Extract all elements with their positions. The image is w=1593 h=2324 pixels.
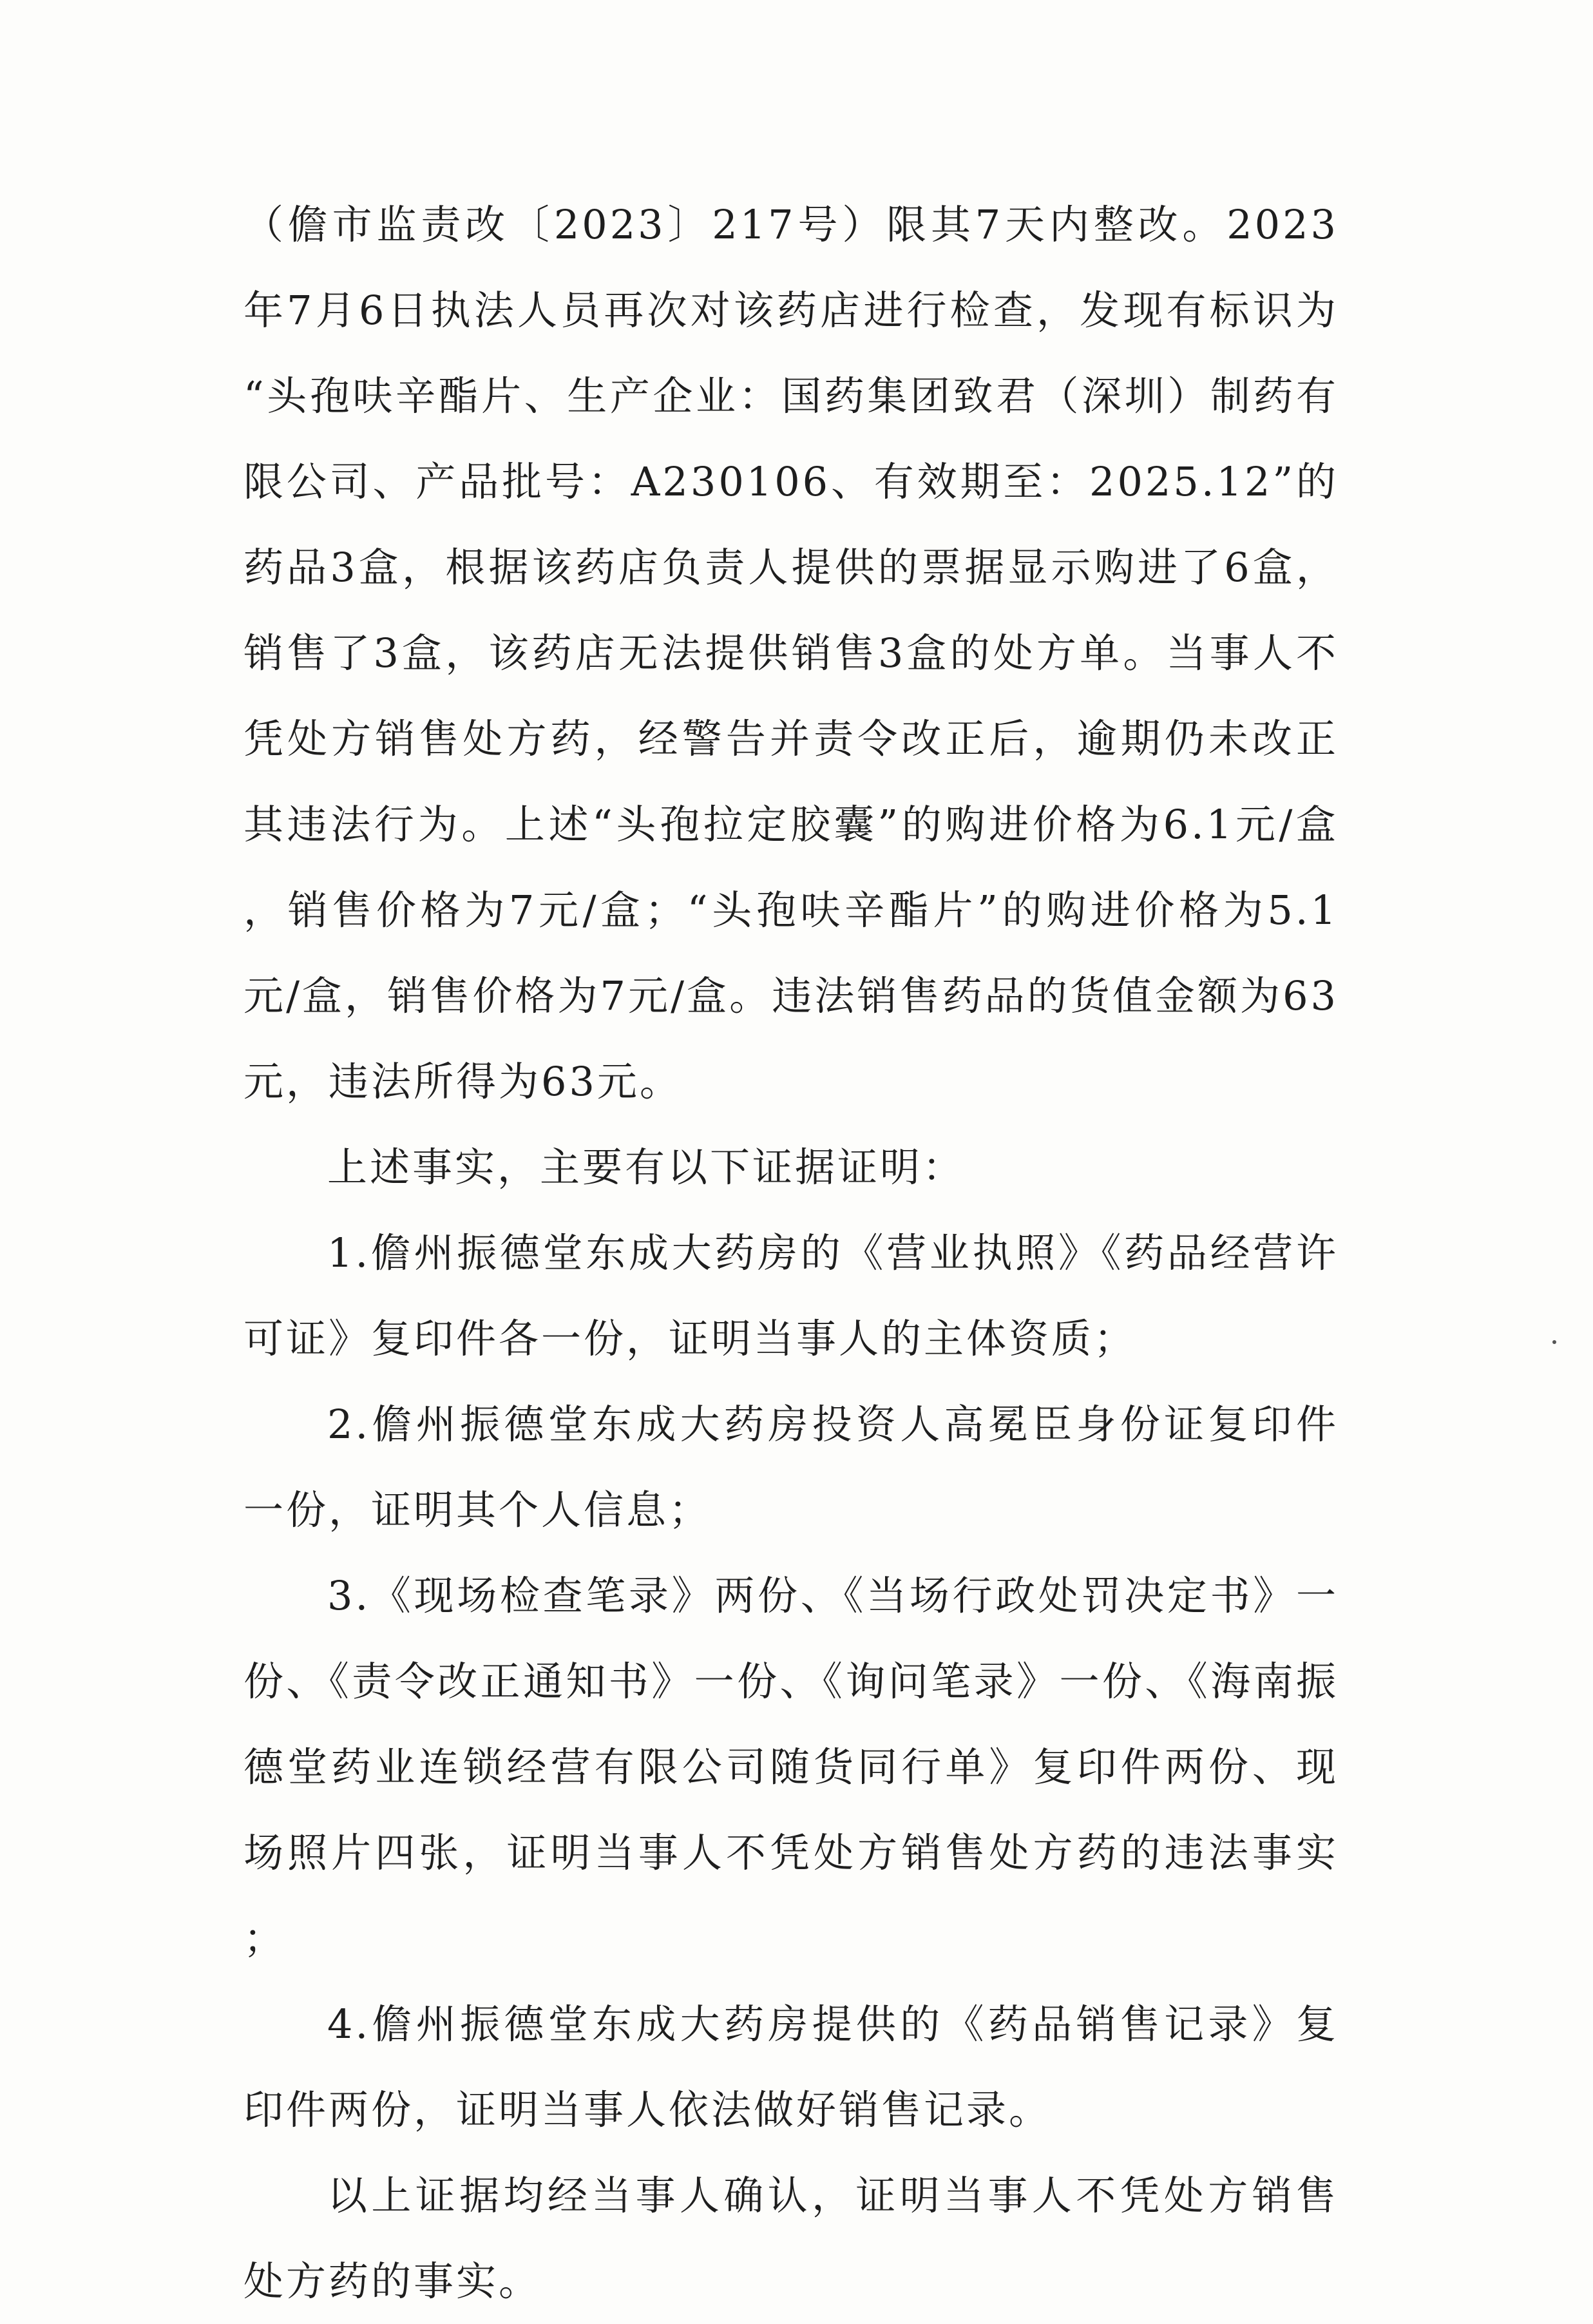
paragraph-evidence-4: 4.儋州振德堂东成大药房提供的《药品销售记录》复印件两份，证明当事人依法做好销售记录。 [243, 2001, 1339, 2133]
paragraph-evidence-3: 3.《现场检查笔录》两份、《当场行政处罚决定书》一份、《责令改正通知书》一份、《询问笔录》一份、《海南振德堂药业连锁经营有限公司随货同行单》复印件两份、现场照片四张，证明当事人不凭处方销售处方药的违法事实； [243, 1572, 1339, 1962]
paragraph-evidence-intro: 上述事实，主要有以下证据证明： [327, 1144, 966, 1191]
scan-speck [1552, 1340, 1556, 1344]
paragraph-evidence-1: 1.儋州振德堂东成大药房的《营业执照》《药品经营许可证》复印件各一份，证明当事人的主体资质； [243, 1229, 1339, 1362]
body-text [243, 182, 1339, 2324]
paragraph-conclusion: 以上证据均经当事人确认，证明当事人不凭处方销售处方药的事实。 [243, 2172, 1339, 2305]
paragraph-case-facts: （儋市监责改〔2023〕217号）限其7天内整改。2023年7月6日执法人员再次对该药店进行检查，发现有标识为“头孢呋辛酯片、生产企业：国药集团致君（深圳）制药有限公司、产品批号：A230106、有效期至：2025.12”的药品3盒，根据该药店负责人提供的票据显示购进了6盒，销售了3盒，该药店无法提供销售3盒的处方单。当事人不凭处方销售处方药，经警告并责令改正后，逾期仍未改正其违法行为。上述“头孢拉定胶囊”的购进价格为6.1元/盒，销售价格为7元/盒；“头孢呋辛酯片”的购进价格为5.1元/盒，销售价格为7元/盒。违法销售药品的货值金额为63元，违法所得为63元。 [243, 201, 1339, 1105]
paragraph-evidence-2: 2.儋州振德堂东成大药房投资人高冕臣身份证复印件一份，证明其个人信息； [243, 1401, 1339, 1533]
